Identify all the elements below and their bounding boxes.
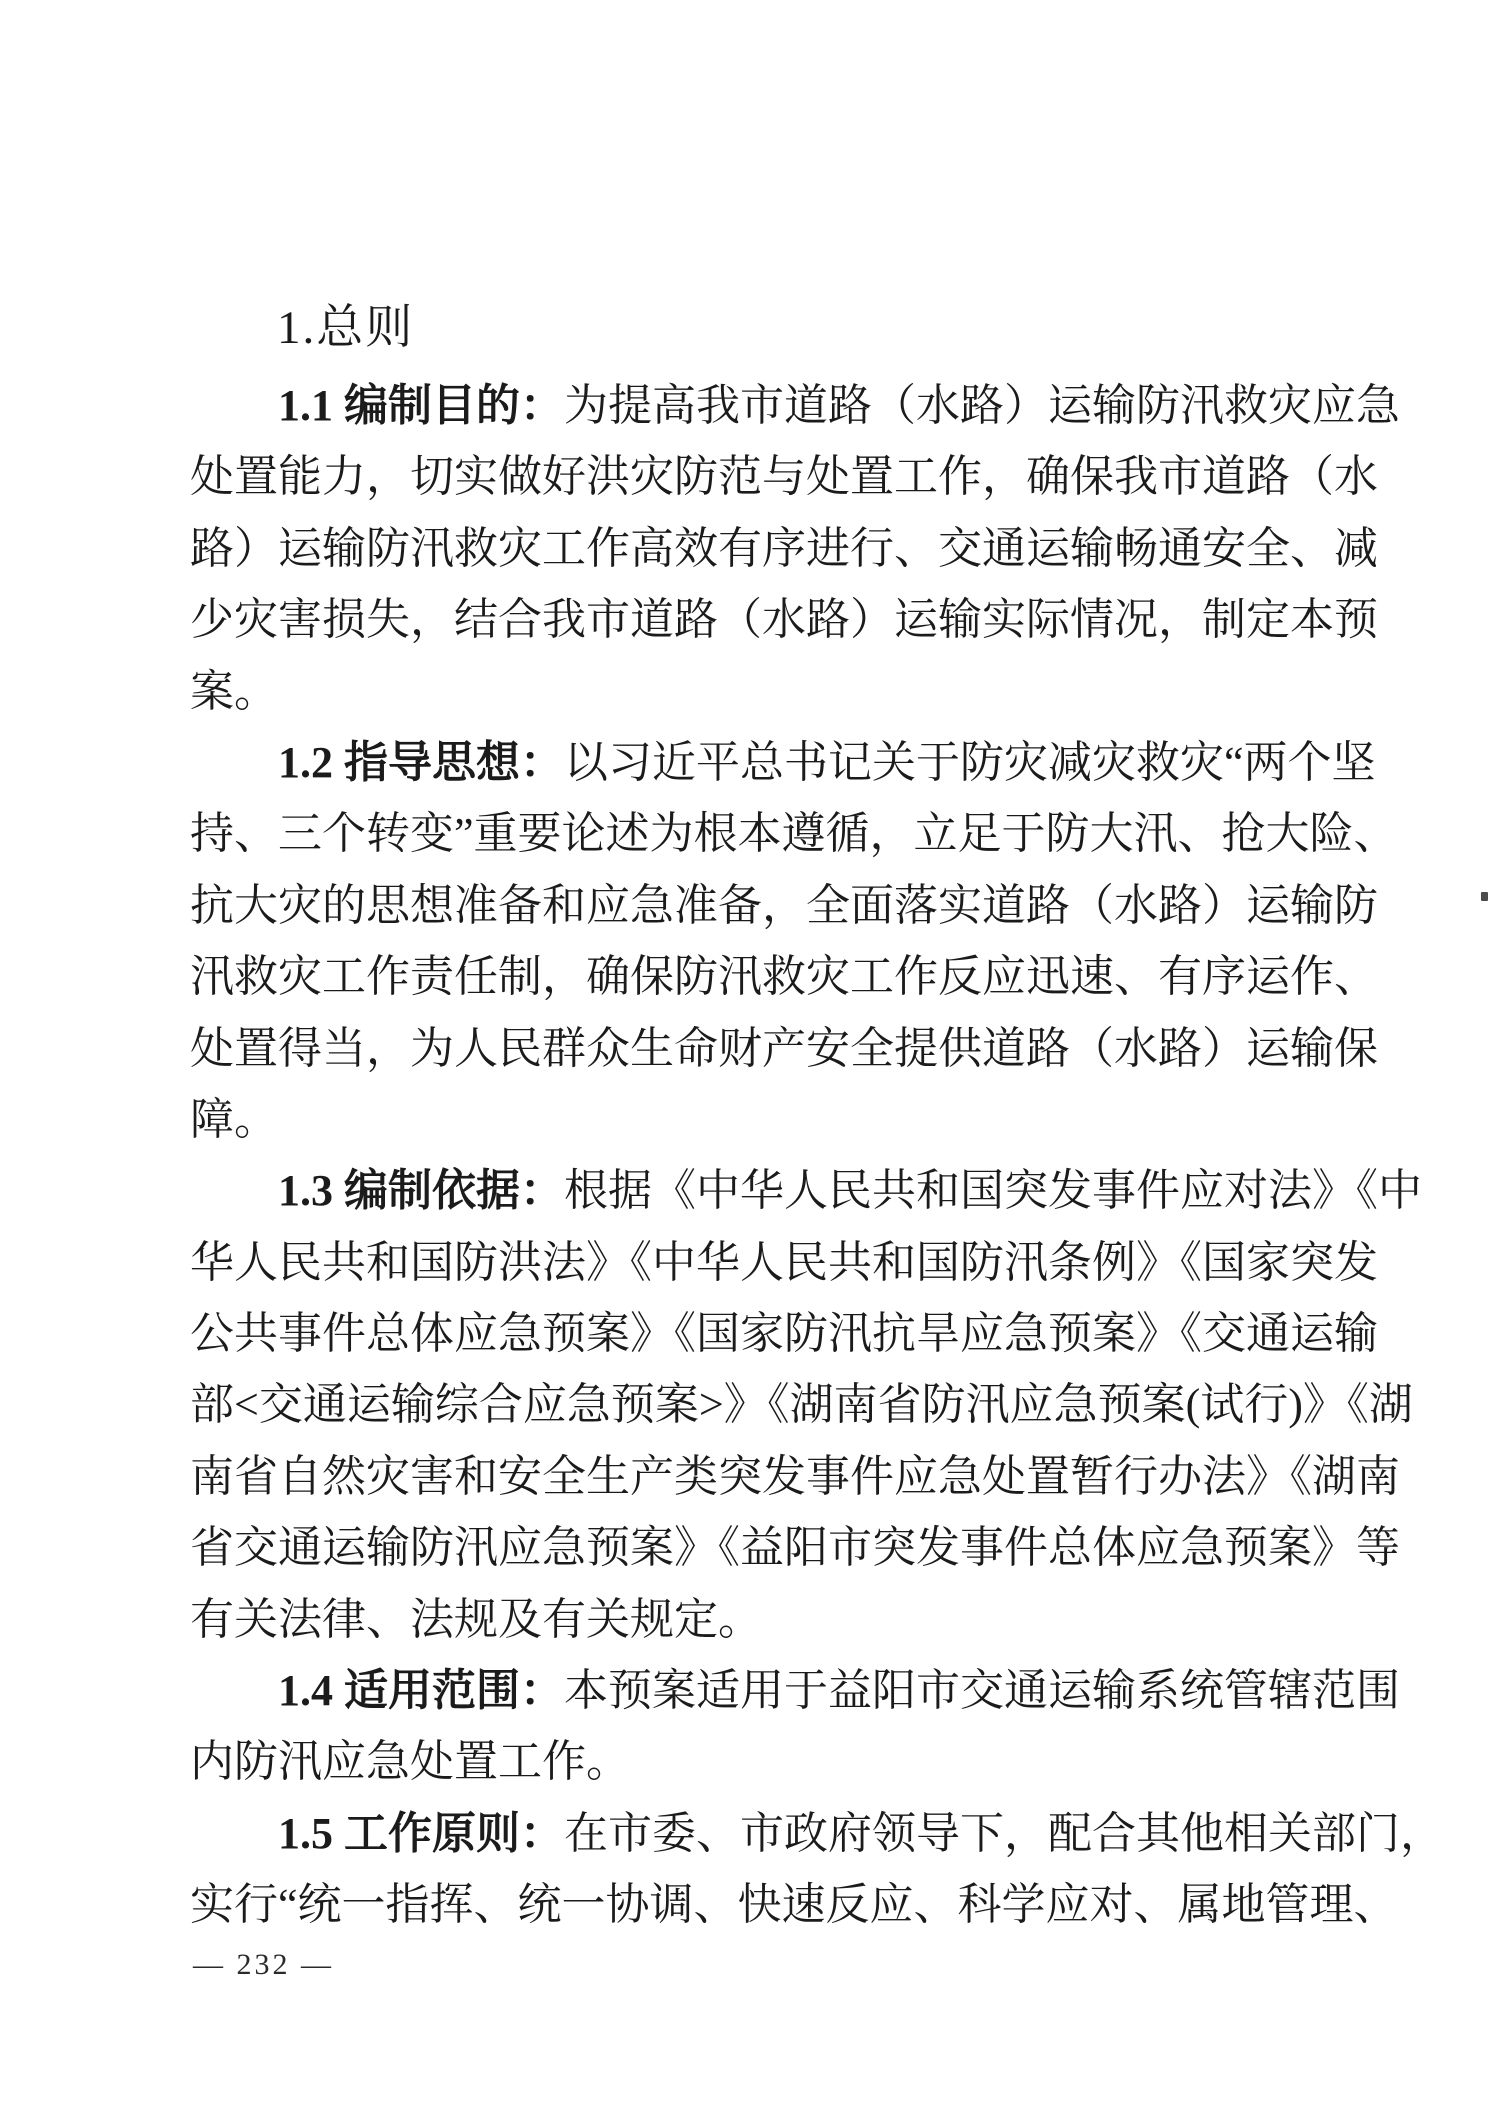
line-text: 案。: [190, 666, 278, 716]
line-text: 本预案适用于益阳市交通运输系统管辖范围: [564, 1666, 1400, 1716]
text-line: [190, 727, 1376, 798]
text-line: [190, 1298, 1378, 1369]
page-number: — 232 —: [193, 1948, 334, 1981]
section-heading: 1.总则: [277, 302, 415, 354]
line-text: 南省自然灾害和安全生产类突发事件应急处置暂行办法》《湖南: [190, 1451, 1400, 1501]
line-text: 省交通运输防汛应急预案》《益阳市突发事件总体应急预案》等: [190, 1523, 1400, 1573]
text-line: [190, 941, 1378, 1012]
text-line: [190, 1155, 1422, 1226]
text-line: [190, 1084, 1296, 1155]
line-text: 实行“统一指挥、统一协调、快速反应、科学应对、属地管理、: [190, 1880, 1398, 1930]
scan-speck-artifact: [1481, 892, 1488, 901]
bold-clause-label: 1.4 适用范围：: [278, 1666, 564, 1716]
text-line: [190, 1013, 1378, 1084]
text-line: [190, 370, 1400, 441]
bold-clause-label: 1.3 编制依据：: [278, 1166, 564, 1216]
line-text: 在市委、市政府领导下，配合其他相关部门，: [564, 1808, 1444, 1858]
text-line: [190, 1441, 1400, 1512]
text-line: [190, 1584, 1296, 1655]
text-line: [190, 656, 1296, 727]
line-text: 汛救灾工作责任制，确保防汛救灾工作反应迅速、有序运作、: [190, 952, 1378, 1002]
bold-clause-label: 1.2 指导思想：: [278, 737, 564, 787]
text-line: [190, 584, 1378, 655]
line-text: 处置得当，为人民群众生命财产安全提供道路（水路）运输保: [190, 1023, 1378, 1073]
line-text: 处置能力，切实做好洪灾防范与处置工作，确保我市道路（水: [190, 452, 1378, 502]
text-line: [190, 1655, 1400, 1726]
text-line: [190, 1726, 1296, 1797]
line-text: 部<交通运输综合应急预案>》《湖南省防汛应急预案(试行)》《湖: [190, 1380, 1413, 1430]
bold-clause-label: 1.1 编制目的：: [278, 381, 564, 430]
text-line: [190, 1512, 1400, 1583]
line-text: 路）运输防汛救灾工作高效有序进行、交通运输畅通安全、减: [190, 523, 1378, 573]
text-line: [190, 513, 1378, 584]
line-text: 抗大灾的思想准备和应急准备，全面落实道路（水路）运输防: [190, 880, 1378, 930]
text-line: [190, 798, 1398, 869]
text-line: [190, 1369, 1413, 1440]
line-text: 华人民共和国防洪法》《中华人民共和国防汛条例》《国家突发: [190, 1237, 1378, 1287]
line-text: 持、三个转变”重要论述为根本遵循，立足于防大汛、抢大险、: [190, 809, 1398, 859]
text-line: [190, 441, 1378, 512]
line-text: 根据《中华人民共和国突发事件应对法》《中: [564, 1166, 1422, 1216]
document-body: [190, 370, 1444, 1941]
line-text: 公共事件总体应急预案》《国家防汛抗旱应急预案》《交通运输: [190, 1309, 1378, 1359]
text-line: [190, 1869, 1398, 1940]
text-line: [190, 1227, 1378, 1298]
line-text: 内防汛应急处置工作。: [190, 1737, 630, 1787]
line-text: 有关法律、法规及有关规定。: [190, 1594, 762, 1644]
line-text: 障。: [190, 1094, 278, 1144]
text-line: [190, 1798, 1444, 1869]
line-text: 为提高我市道路（水路）运输防汛救灾应急: [564, 381, 1400, 430]
line-text: 少灾害损失，结合我市道路（水路）运输实际情况，制定本预: [190, 595, 1378, 645]
text-line: [190, 870, 1378, 941]
line-text: 以习近平总书记关于防灾减灾救灾“两个坚: [564, 737, 1376, 787]
bold-clause-label: 1.5 工作原则：: [278, 1808, 564, 1858]
